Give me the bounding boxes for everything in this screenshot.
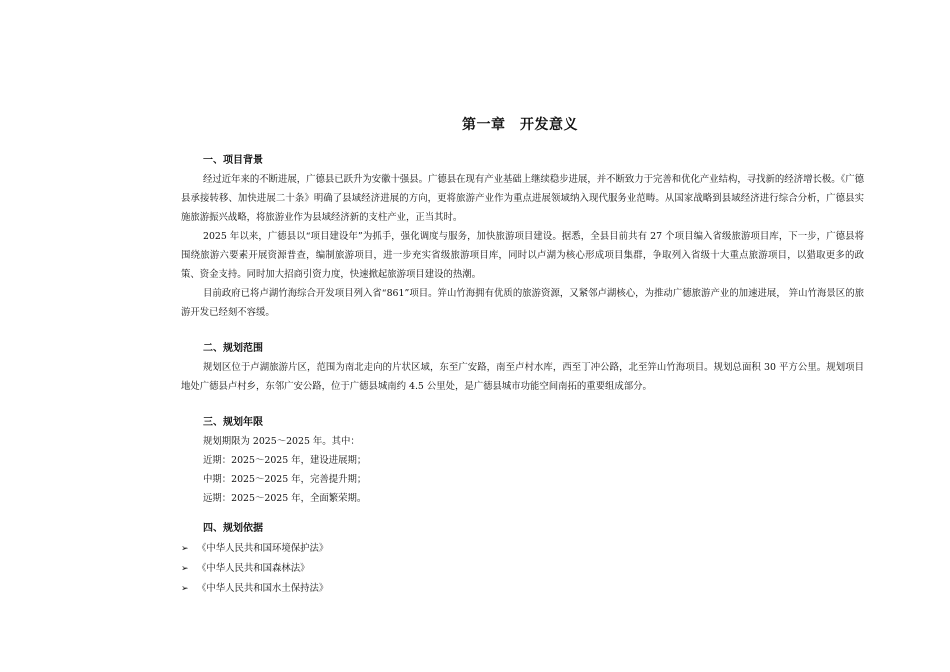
- law-list: [181, 539, 581, 599]
- background-paragraph-2: 2025 年以来，广德县以“项目建设年”为抓手，强化调度与服务，加快旅游项目建设。据悉，全县目前共有 27 个项目编入省级旅游项目库，下一步，广德县将围绕旅游六要素开展资源普查，编制旅游项目，进一步充实省级旅游项目库，同时以卢湖为核心形成项目集群，争取列入省级十大重点旅游项目，以猎取更多的政策、资金支持。同时加大招商引资力度，快速掀起旅游项目建设的热潮。: [181, 231, 864, 280]
- background-paragraph-1: 经过近年来的不断进展，广德县已跃升为安徽十强县。广德县在现有产业基础上继续稳步进展，并不断致力于完善和优化产业结构，寻找新的经济增长极。《广德县承接转移、加快进展二十条》明确了县域经济进展的方向，更将旅游产业作为重点进展领域纳入现代服务业范畴。从国家战略到县域经济进行综合分析，广德县实施旅游振兴战略，将旅游业作为县域经济新的支柱产业，正当其时。: [181, 174, 864, 223]
- law-title: 《中华人民共和国环境保护法》: [197, 543, 329, 554]
- period-line-mid: 中期：2025～2025 年，完善提升期；: [203, 474, 367, 485]
- law-title: 《中华人民共和国森林法》: [197, 563, 310, 574]
- list-item: [181, 559, 581, 579]
- scope-paragraph: 规划区位于卢湖旅游片区，范围为南北走向的片状区域，东至广安路，南至卢村水库，西至丁冲公路，北至笄山竹海项目。规划总面积 30 平方公里。规划项目地处广德县卢村乡，东邻广安公路，位于广德县城南约 4.5 公里处，是广德县城市功能空间南拓的重要组成部分。: [181, 362, 864, 392]
- list-item: [181, 579, 581, 599]
- period-line-near: 近期：2025～2025 年，建设进展期；: [203, 455, 367, 466]
- section-heading-scope: 二、规划范围: [203, 343, 263, 354]
- period-line-far: 远期：2025～2025 年，全面繁荣期。: [203, 493, 367, 504]
- arrow-bullet-icon: ➢: [181, 564, 189, 574]
- law-title: 《中华人民共和国水土保持法》: [197, 583, 329, 594]
- section-heading-basis: 四、规划依据: [203, 523, 263, 534]
- arrow-bullet-icon: ➢: [181, 584, 189, 594]
- period-line-overall: 规划期限为 2025～2025 年。其中：: [203, 436, 360, 447]
- arrow-bullet-icon: ➢: [181, 544, 189, 554]
- background-paragraph-3: 目前政府已将卢湖竹海综合开发项目列入省“861”项目。笄山竹海拥有优质的旅游资源，又紧邻卢湖核心，为推动广德旅游产业的加速进展， 笄山竹海景区的旅游开发已经刻不容缓。: [181, 288, 864, 318]
- section-heading-background: 一、项目背景: [203, 155, 263, 166]
- list-item: [181, 539, 581, 559]
- document-body: [181, 152, 864, 508]
- section-heading-period: 三、规划年限: [203, 417, 263, 428]
- chapter-title: 第一章 开发意义: [462, 117, 578, 133]
